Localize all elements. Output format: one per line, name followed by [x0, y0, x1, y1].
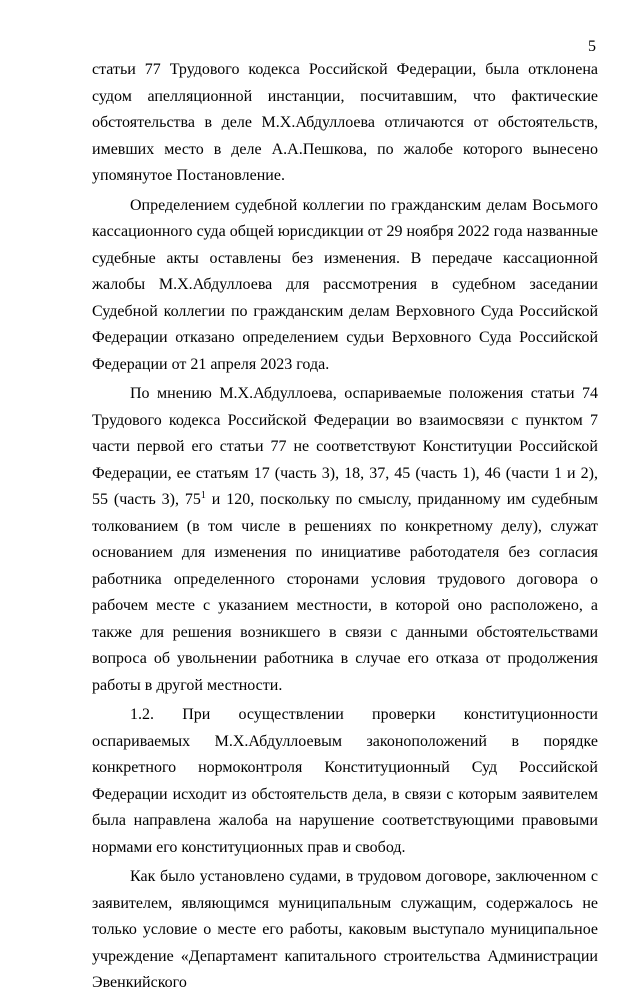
paragraph-cassation-ruling: Определением судебной коллегии по гражданским делам Восьмого кассационного суда общей юрисдикции от 29 ноября 2022 года названные судебные акты оставлены без изменения. В передаче кассационной жалобы М.Х.Абдуллоева для рассмотрения в судебном заседании Судебной коллегии по гражданским делам Верховного Суда Российской Федерации отказано определением судьи Верховного Суда Российской Федерации от 21 апреля 2023 года.	[92, 196, 598, 373]
paragraph-applicant-opinion	[92, 381, 598, 699]
paragraph-text-before-sup: По мнению М.Х.Абдуллоева, оспариваемые положения статьи 74 Трудового кодекса Российской Федерации во взаимосвязи с пунктом 7 части первой его статьи 77 не соответствуют Конституции Российской Федерации, ее статьям 17 (часть 3), 18, 37, 45 (часть 1), 46 (части 1 и 2), 55 (часть 3), 75	[92, 385, 598, 508]
page-number: 5	[588, 38, 596, 55]
superscript: 1	[200, 490, 206, 501]
document-body	[92, 57, 598, 1000]
paragraph-section-1-2: 1.2. При осуществлении проверки конституционности оспариваемых М.Х.Абдуллоевым законоположений в порядке конкретного нормоконтроля Конституционный Суд Российской Федерации исходит из обстоятельств дела, в связи с которым заявителем была направлена жалоба на нарушение соответствующими правовыми нормами его конституционных прав и свобод.	[92, 706, 598, 856]
paragraph-text-after-sup: и 120, поскольку по смыслу, приданному им судебным толкованием (в том числе в решениях по конкретному делу), служат основанием для изменения по инициативе работодателя без согласия работника определенного сторонами условия трудового договора о рабочем месте с указанием местности, в которой оно расположено, а также для решения возникшего в связи с данными обстоятельствами вопроса об увольнении работника в случае его отказа от продолжения работы в другой местности.	[92, 491, 598, 694]
paragraph-continuation: статьи 77 Трудового кодекса Российской Федерации, была отклонена судом апелляционной инстанции, посчитавшим, что фактические обстоятельства в деле М.Х.Абдуллоева отличаются от обстоятельств, имевших место в деле А.А.Пешкова, по жалобе которого вынесено упомянутое Постановление.	[92, 61, 598, 184]
paragraph-court-findings: Как было установлено судами, в трудовом договоре, заключенном с заявителем, являющимся муниципальным служащим, содержалось не только условие о месте его работы, каковым выступало муниципальное учреждение «Департамент капитального строительства Администрации Эвенкийского	[92, 868, 598, 991]
